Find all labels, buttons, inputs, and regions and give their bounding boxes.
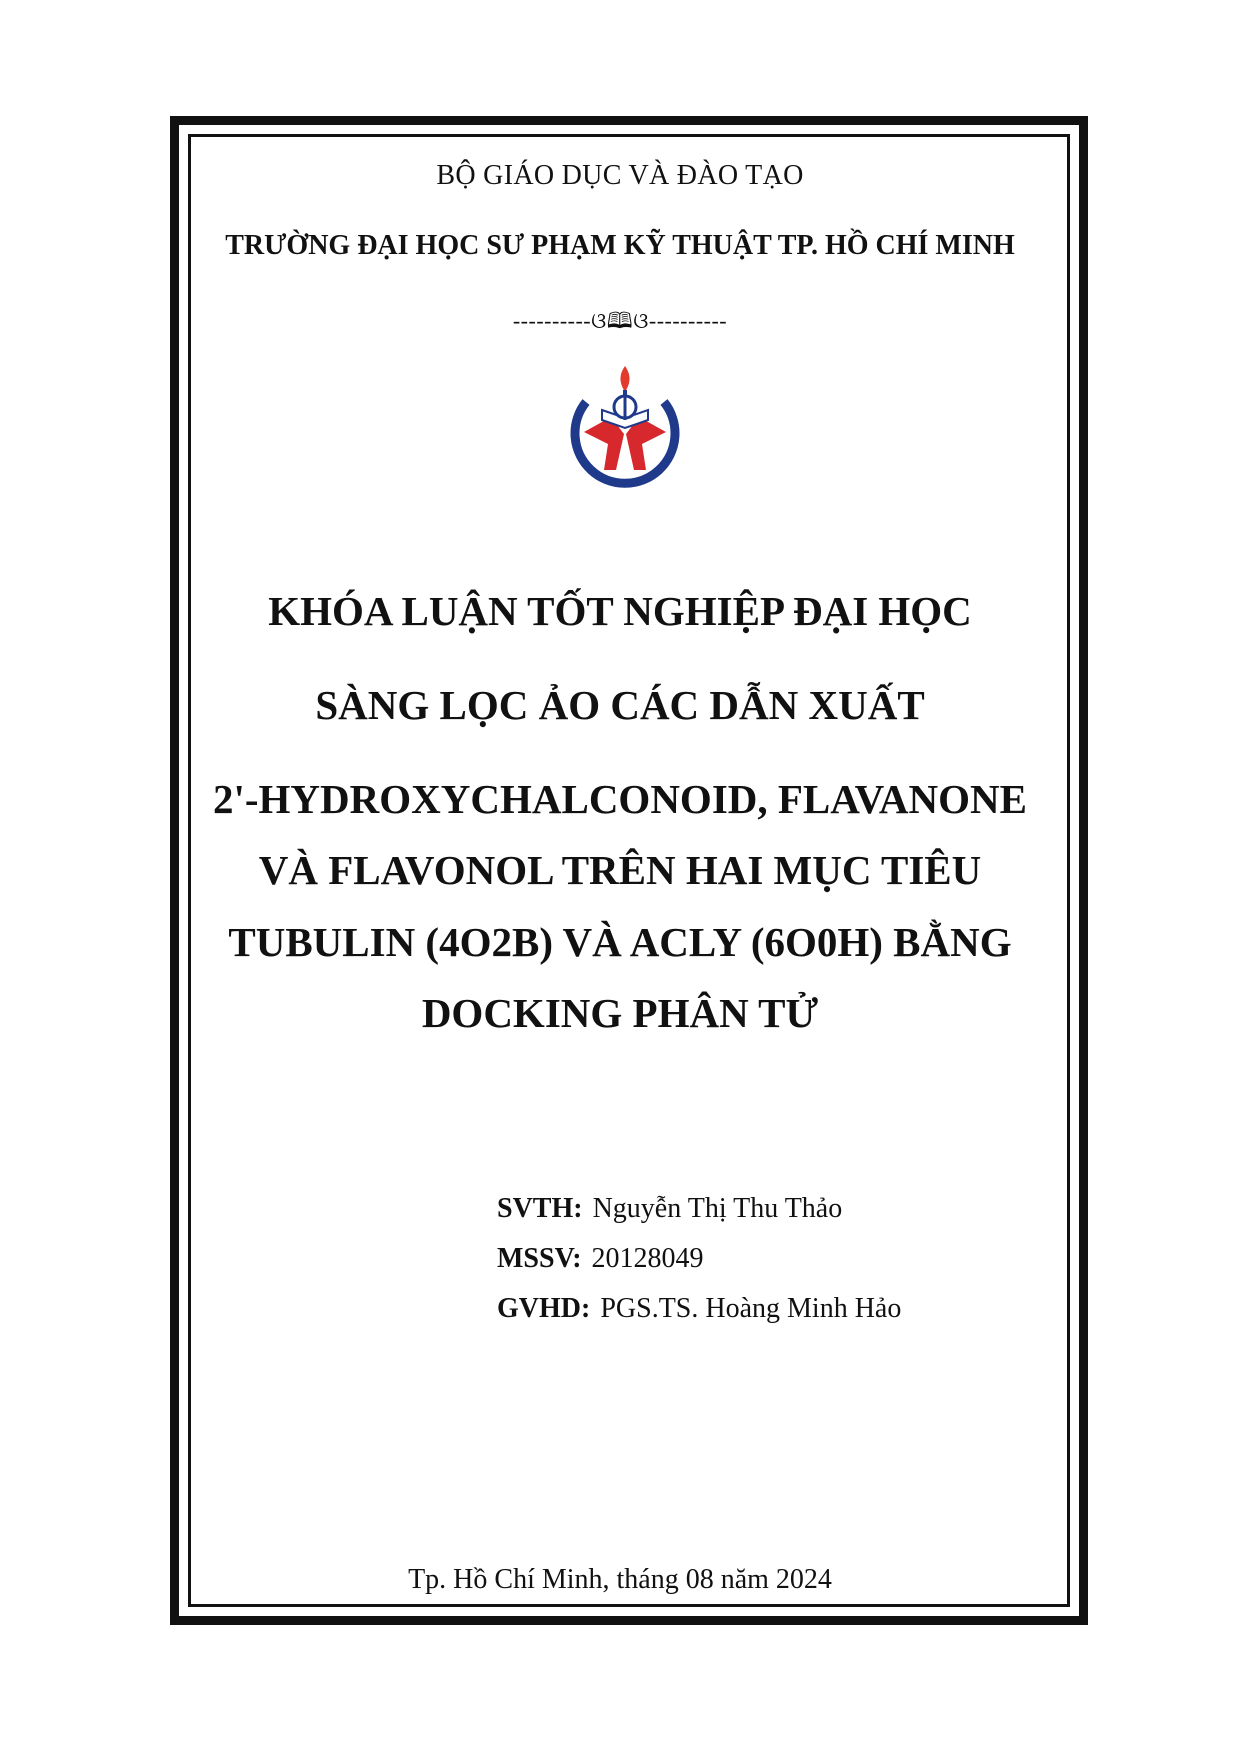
ministry-name: BỘ GIÁO DỤC VÀ ĐÀO TẠO <box>436 160 804 191</box>
student-label: SVTH: <box>497 1193 583 1224</box>
university-emblem-icon <box>566 362 684 488</box>
place-date: Tp. Hồ Chí Minh, tháng 08 năm 2024 <box>408 1564 832 1595</box>
student-id: 20128049 <box>591 1243 704 1274</box>
thesis-title-line: 2'-HYDROXYCHALCONOID, FLAVANONE <box>213 776 1027 822</box>
university-name: TRƯỜNG ĐẠI HỌC SƯ PHẠM KỸ THUẬT TP. HỒ CHÍ MINH <box>225 230 1015 261</box>
student-id-row <box>497 1243 704 1275</box>
ornament-divider: ----------ଓ🕮ଓ---------- <box>512 308 728 333</box>
advisor-label: GVHD: <box>497 1293 591 1324</box>
thesis-title-line: SÀNG LỌC ẢO CÁC DẪN XUẤT <box>315 682 925 728</box>
advisor-row <box>497 1293 901 1325</box>
thesis-title-line: DOCKING PHÂN TỬ <box>421 990 819 1036</box>
student-id-label: MSSV: <box>497 1243 582 1274</box>
thesis-title-line: TUBULIN (4O2B) VÀ ACLY (6O0H) BẰNG <box>228 919 1012 965</box>
student-row <box>497 1193 842 1225</box>
thesis-type: KHÓA LUẬN TỐT NGHIỆP ĐẠI HỌC <box>268 588 972 634</box>
thesis-title-line: VÀ FLAVONOL TRÊN HAI MỤC TIÊU <box>258 847 982 893</box>
student-name: Nguyễn Thị Thu Thảo <box>592 1193 843 1224</box>
advisor-name: PGS.TS. Hoàng Minh Hảo <box>600 1293 902 1324</box>
